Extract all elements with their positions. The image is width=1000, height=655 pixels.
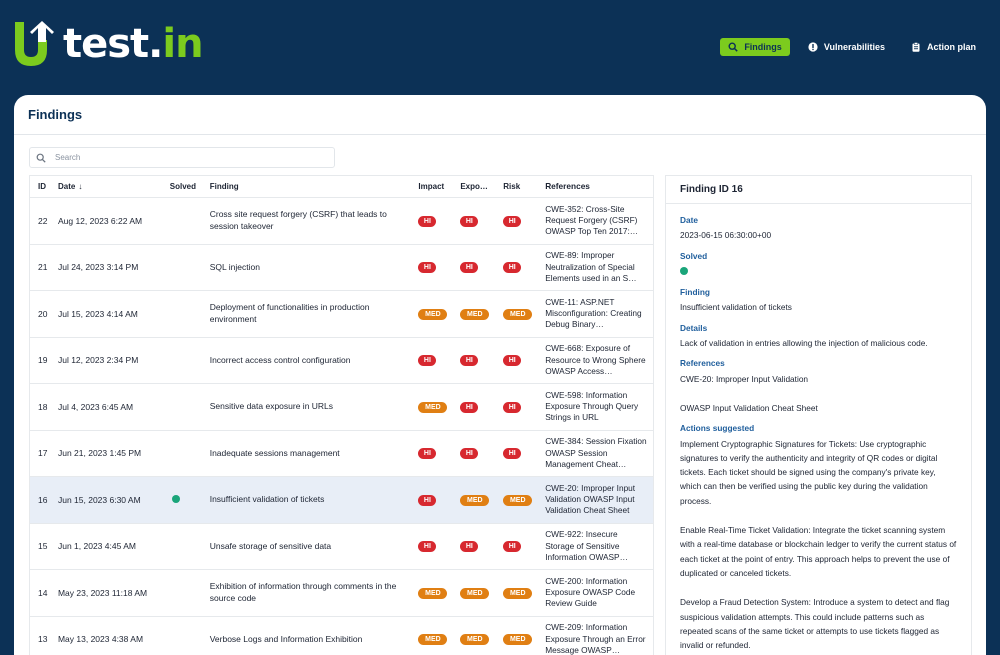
table-row[interactable] xyxy=(30,431,653,478)
search-box[interactable] xyxy=(29,147,335,168)
row-exposure xyxy=(460,494,503,506)
row-risk xyxy=(503,401,545,413)
row-finding: Deployment of functionalities in production environment xyxy=(209,302,370,324)
row-id: 14 xyxy=(38,587,48,598)
search-input[interactable] xyxy=(55,153,315,162)
detail-references-label: References xyxy=(680,358,725,369)
detail-action-1: Implement Cryptographic Signatures for Tickets: Use cryptographic signatures to verify the authenticity and integrity of QR codes or digital tickets. Each ticket should be signed using the company's private key, which can then be verified using the public key during the validation process. xyxy=(680,438,938,506)
page-title: Findings xyxy=(28,107,83,122)
row-finding: Inadequate sessions management xyxy=(209,447,340,458)
solved-status-icon xyxy=(680,267,688,275)
exposure-badge: MED xyxy=(460,588,489,599)
table-row[interactable] xyxy=(30,338,653,385)
impact-badge: MED xyxy=(418,634,447,645)
row-date: Jun 15, 2023 6:30 AM xyxy=(57,494,141,505)
logo-text: test.in xyxy=(63,21,203,67)
row-impact xyxy=(418,308,460,320)
table-row[interactable] xyxy=(30,291,653,338)
search-icon xyxy=(728,42,738,52)
exposure-badge: HI xyxy=(460,355,478,366)
row-references: CWE-20: Improper Input Validation OWASP Input Validation Cheat Sheet xyxy=(545,482,636,516)
row-impact xyxy=(418,587,460,599)
row-references: CWE-922: Insecure Storage of Sensitive Information OWASP… xyxy=(545,529,628,562)
col-id-header[interactable]: ID xyxy=(38,182,46,191)
exposure-badge: HI xyxy=(460,402,478,413)
row-date: Jun 21, 2023 1:45 PM xyxy=(57,448,142,459)
detail-finding-value: Insufficient validation of tickets xyxy=(680,302,792,313)
risk-badge: HI xyxy=(503,541,521,552)
row-references: CWE-89: Improper Neutralization of Special Elements used in an S… xyxy=(545,250,637,283)
main-nav xyxy=(720,38,984,56)
row-id: 19 xyxy=(38,355,48,366)
detail-finding-label: Finding xyxy=(680,287,710,298)
row-id: 21 xyxy=(38,262,48,273)
risk-badge: HI xyxy=(503,448,521,459)
row-exposure xyxy=(460,587,503,599)
row-id: 17 xyxy=(38,448,48,459)
row-references: CWE-352: Cross-Site Request Forgery (CSRF) OWASP Top Ten 2017:… xyxy=(545,203,639,237)
row-risk xyxy=(503,261,545,273)
row-date: Jul 24, 2023 3:14 PM xyxy=(57,262,139,273)
row-date: Jul 4, 2023 6:45 AM xyxy=(57,401,134,412)
row-impact xyxy=(418,354,460,366)
row-id: 15 xyxy=(38,541,48,552)
exposure-badge: MED xyxy=(460,309,489,320)
impact-badge: HI xyxy=(418,448,436,459)
row-impact xyxy=(418,261,460,273)
detail-details-value: Lack of validation in entries allowing the injection of malicious code. xyxy=(680,338,928,349)
detail-reference-2: OWASP Input Validation Cheat Sheet xyxy=(680,402,818,413)
exposure-badge: HI xyxy=(460,541,478,552)
row-date: Aug 12, 2023 6:22 AM xyxy=(57,215,143,226)
alert-icon xyxy=(808,42,818,52)
risk-badge: HI xyxy=(503,216,521,227)
row-references: CWE-209: Information Exposure Through an Error Message OWASP… xyxy=(545,622,646,655)
row-risk xyxy=(503,540,545,552)
impact-badge: HI xyxy=(418,216,436,227)
exposure-badge: HI xyxy=(460,216,478,227)
nav-findings-label: Findings xyxy=(744,42,782,52)
impact-badge: HI xyxy=(418,495,436,506)
impact-badge: MED xyxy=(418,588,447,599)
risk-badge: MED xyxy=(503,309,532,320)
row-date: Jul 12, 2023 2:34 PM xyxy=(57,355,139,366)
nav-findings[interactable] xyxy=(720,38,790,56)
row-exposure xyxy=(460,261,503,273)
row-impact xyxy=(418,494,460,506)
row-risk xyxy=(503,354,545,366)
row-risk xyxy=(503,308,545,320)
exposure-badge: MED xyxy=(460,495,489,506)
row-impact xyxy=(418,215,460,227)
row-risk xyxy=(503,215,545,227)
table-row[interactable] xyxy=(30,384,653,431)
finding-detail-card xyxy=(665,175,972,655)
detail-date-label: Date xyxy=(680,215,698,225)
row-id: 20 xyxy=(38,308,48,319)
row-exposure xyxy=(460,401,503,413)
table-row[interactable] xyxy=(30,477,653,524)
row-risk xyxy=(503,494,545,506)
row-date: Jun 1, 2023 4:45 AM xyxy=(57,541,136,552)
table-row[interactable] xyxy=(30,524,653,571)
nav-vulnerabilities-label: Vulnerabilities xyxy=(823,42,885,52)
logo-mark-icon xyxy=(13,20,57,68)
sort-down-icon: ↓ xyxy=(78,182,83,191)
row-risk xyxy=(503,447,545,459)
findings-panel xyxy=(14,95,986,655)
row-id: 16 xyxy=(38,494,48,505)
row-finding: Sensitive data exposure in URLs xyxy=(209,401,334,411)
row-finding: Exhibition of information through comments in the source code xyxy=(209,581,397,603)
detail-date-value: 2023-06-15 06:30:00+00 xyxy=(680,230,772,241)
risk-badge: MED xyxy=(503,634,532,645)
col-references-header[interactable]: References xyxy=(545,180,590,191)
detail-action-2: Enable Real-Time Ticket Validation: Integrate the ticket scanning system with a real-time database or blockchain ledger to verify the current status of each ticket at the point of entry. This approach helps to prevent the use of duplicated or canceled tickets. xyxy=(680,525,957,578)
risk-badge: MED xyxy=(503,588,532,599)
row-references: CWE-11: ASP.NET Misconfiguration: Creating Debug Binary… xyxy=(545,296,642,330)
row-finding: Incorrect access control configuration xyxy=(209,354,351,365)
table-row[interactable] xyxy=(30,570,653,617)
col-solved-header[interactable]: Solved xyxy=(169,182,197,191)
impact-badge: HI xyxy=(418,541,436,552)
risk-badge: MED xyxy=(503,495,532,506)
solved-status-icon xyxy=(172,495,180,503)
row-exposure xyxy=(460,215,503,227)
impact-badge: MED xyxy=(418,309,447,320)
impact-badge: HI xyxy=(418,262,436,273)
row-date: May 13, 2023 4:38 AM xyxy=(57,634,144,645)
table-body xyxy=(30,198,653,655)
row-finding: SQL injection xyxy=(209,261,260,272)
search-icon xyxy=(36,153,46,163)
detail-body xyxy=(666,204,971,652)
risk-badge: HI xyxy=(503,402,521,413)
col-date-header[interactable]: Date ↓ xyxy=(57,182,83,191)
row-impact xyxy=(418,447,460,459)
table-row[interactable] xyxy=(30,617,653,655)
top-bar xyxy=(0,0,1000,95)
row-date: May 23, 2023 11:18 AM xyxy=(57,587,148,598)
col-finding-header[interactable]: Finding xyxy=(209,181,239,191)
row-id: 22 xyxy=(38,215,48,226)
risk-badge: HI xyxy=(503,262,521,273)
divider xyxy=(14,134,986,135)
nav-action-plan[interactable] xyxy=(903,38,984,56)
row-id: 18 xyxy=(38,401,48,412)
row-impact xyxy=(418,633,460,645)
col-risk-header[interactable]: Risk xyxy=(503,182,521,191)
row-finding: Cross site request forgery (CSRF) that leads to session takeover xyxy=(209,209,387,231)
row-exposure xyxy=(460,447,503,459)
detail-solved-label: Solved xyxy=(680,250,708,261)
row-finding: Verbose Logs and Information Exhibition xyxy=(209,633,363,644)
impact-badge: HI xyxy=(418,355,436,366)
row-references: CWE-384: Session Fixation OWASP Session Management Cheat… xyxy=(545,436,647,469)
row-impact xyxy=(418,401,460,413)
col-exposure-header[interactable]: Expo… xyxy=(460,182,488,191)
detail-title: Finding ID 16 xyxy=(666,176,971,204)
row-risk xyxy=(503,587,545,599)
detail-action-3: Develop a Fraud Detection System: Introduce a system to detect and flag suspicious validation attempts. This could include patterns such as repeated scans of the same ticket or attempts to use tickets flagged as invalid or refunded. xyxy=(680,597,950,651)
row-impact xyxy=(418,540,460,552)
detail-reference-1: CWE-20: Improper Input Validation xyxy=(680,373,809,384)
exposure-badge: MED xyxy=(460,634,489,645)
detail-details-label: Details xyxy=(680,322,708,333)
findings-table xyxy=(29,175,654,655)
row-finding: Insufficient validation of tickets xyxy=(209,494,325,504)
col-impact-header[interactable]: Impact xyxy=(418,182,445,191)
row-exposure xyxy=(460,308,503,320)
detail-actions-label: Actions suggested xyxy=(680,423,755,434)
row-references: CWE-200: Information Exposure OWASP Code Review Guide xyxy=(545,575,636,609)
row-id: 13 xyxy=(38,634,48,645)
impact-badge: MED xyxy=(418,402,447,413)
table-row[interactable] xyxy=(30,245,653,292)
table-header xyxy=(30,176,653,198)
row-references: CWE-668: Exposure of Resource to Wrong Sphere OWASP Access… xyxy=(545,343,646,376)
table-row[interactable] xyxy=(30,198,653,245)
nav-vulnerabilities[interactable] xyxy=(800,38,893,56)
exposure-badge: HI xyxy=(460,448,478,459)
row-risk xyxy=(503,633,545,645)
row-references: CWE-598: Information Exposure Through Query Strings in URL xyxy=(545,389,639,423)
exposure-badge: HI xyxy=(460,262,478,273)
logo[interactable] xyxy=(13,20,203,68)
row-solved xyxy=(170,495,210,505)
nav-action-plan-label: Action plan xyxy=(927,42,976,52)
risk-badge: HI xyxy=(503,355,521,366)
row-finding: Unsafe storage of sensitive data xyxy=(209,540,332,551)
row-exposure xyxy=(460,354,503,366)
row-exposure xyxy=(460,633,503,645)
clipboard-icon xyxy=(911,42,921,52)
row-exposure xyxy=(460,540,503,552)
row-date: Jul 15, 2023 4:14 AM xyxy=(57,308,138,319)
